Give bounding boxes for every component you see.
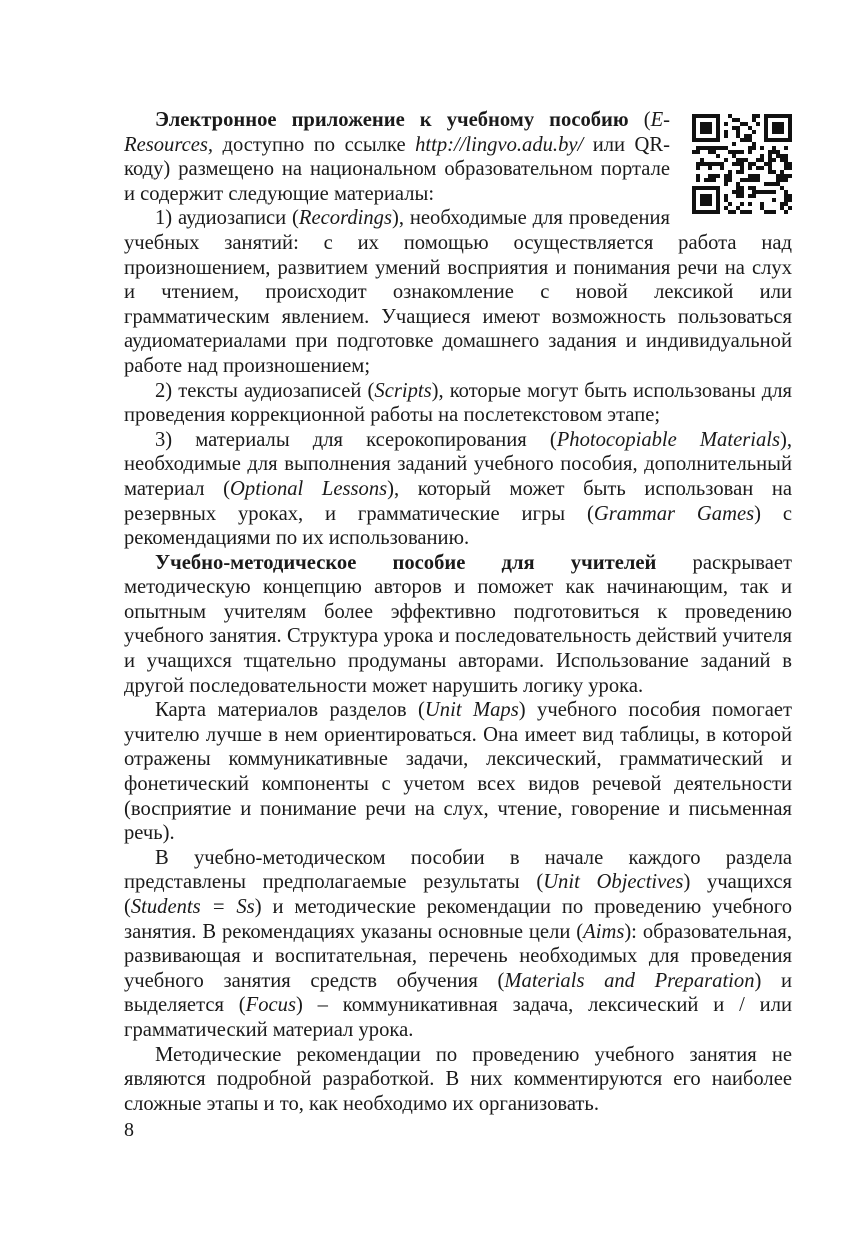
text-run: ), который может быть использован на резервных уроках, и грамматические игры ( bbox=[124, 477, 793, 525]
text-run: ), необходимые для проведения учебных занятий: с их помощью осуществляется работа над произношением, развитием умений восприятия и понимания речи на слух и чтением, происходит ознакомление с новой лексикой или грамматическим явлением. Учащиеся имеют возможность пользоваться аудиоматериалами при подготовке домашнего задания и индивидуальной работе над произношением; bbox=[124, 207, 792, 377]
text-run: ) учебного пособия помогает учителю лучше в нем ориентироваться. Она имеет вид таблицы, в которой отражены коммуникативные задачи, лексический, грамматический и фонетический компоненты с учетом всех видов речевой деятельности (восприятие и понимание речи на слух, чтение, говорение и письменная речь). bbox=[124, 699, 792, 845]
qr-code-icon bbox=[692, 114, 792, 214]
bold-term: Учебно-методическое пособие для учителей bbox=[155, 551, 657, 574]
italic-term: Materials and Preparation bbox=[504, 969, 755, 992]
paragraph bbox=[124, 698, 792, 846]
body-text bbox=[124, 108, 792, 1116]
text-run: ) учащихся ( bbox=[124, 871, 793, 918]
text-run: ): образовательная, развивающая и воспитательная, перечень необходимых для проведения учебного занятия средств обучения ( bbox=[124, 920, 792, 992]
italic-term: Photocopiable Materials bbox=[556, 428, 780, 451]
text-run: 2) тексты аудиозаписей ( bbox=[155, 379, 375, 402]
text-run: ( bbox=[628, 109, 651, 131]
paragraph bbox=[124, 379, 792, 428]
italic-term: Unit Objectives bbox=[543, 871, 684, 894]
italic-term: Grammar Games bbox=[593, 502, 755, 525]
paragraph bbox=[124, 846, 792, 1043]
qr-code[interactable] bbox=[692, 114, 792, 214]
italic-term: Optional Lessons bbox=[230, 477, 388, 500]
italic-term: Focus bbox=[245, 994, 296, 1017]
text-run: 1) аудиозаписи ( bbox=[155, 207, 299, 230]
text-run: ) – коммуникативная задача, лексический и / или грамматический материал урока. bbox=[124, 994, 792, 1041]
text-run: ) и выделяется ( bbox=[124, 969, 792, 1017]
italic-term: Recordings bbox=[298, 207, 392, 230]
page-number: 8 bbox=[124, 1119, 134, 1141]
text-run: ) и методические рекомендации по проведению учебного занятия. В рекомендациях указаны основные цели ( bbox=[124, 896, 792, 943]
text-run: раскрывает методическую концепцию авторов и поможет как начинающим, так и опытным учителям более эффективно подготовиться к проведению учебного занятия. Структура урока и последовательность действий учителя и учащихся тщательно продуманы авторами. Использование заданий в другой последовательности может нарушить логику урока. bbox=[124, 551, 792, 697]
text-run: 3) материалы для ксерокопирования ( bbox=[155, 428, 557, 451]
bold-term: Электронное приложение к учебному пособию bbox=[155, 109, 629, 131]
paragraph bbox=[124, 206, 792, 378]
italic-term: Unit Maps bbox=[424, 699, 519, 722]
paragraph bbox=[124, 551, 792, 699]
text-run: ), которые могут быть использованы для проведения коррекционной работы на послетекстовом этапе; bbox=[124, 379, 792, 427]
italic-term: Scripts bbox=[374, 379, 432, 402]
italic-term: E-Resources, bbox=[124, 109, 670, 156]
text-run: или QR-коду) размещено на национальном образовательном портале и содержит следующие материалы: bbox=[124, 133, 670, 205]
italic-term: http://lingvo.adu.by/ bbox=[415, 133, 584, 156]
text-run: Методические рекомендации по проведению учебного занятия не являются подробной разработкой. В них комментируются его наиболее сложные этапы и то, как необходимо их организовать. bbox=[124, 1043, 792, 1115]
text-run: ) с рекомендациями по их использованию. bbox=[124, 502, 792, 550]
text-run: В учебно-методическом пособии в начале каждого раздела представлены предполагаемые результаты ( bbox=[124, 846, 792, 894]
text-run: доступно по ссылке bbox=[213, 133, 416, 156]
paragraph bbox=[124, 428, 792, 551]
text-run: ), необходимые для выполнения заданий учебного пособия, дополнительный материал ( bbox=[124, 428, 792, 500]
paragraph bbox=[124, 1043, 792, 1117]
italic-term: Aims bbox=[583, 920, 625, 943]
text-run: Карта материалов разделов ( bbox=[155, 699, 425, 722]
italic-term: Students = Ss bbox=[130, 896, 255, 918]
